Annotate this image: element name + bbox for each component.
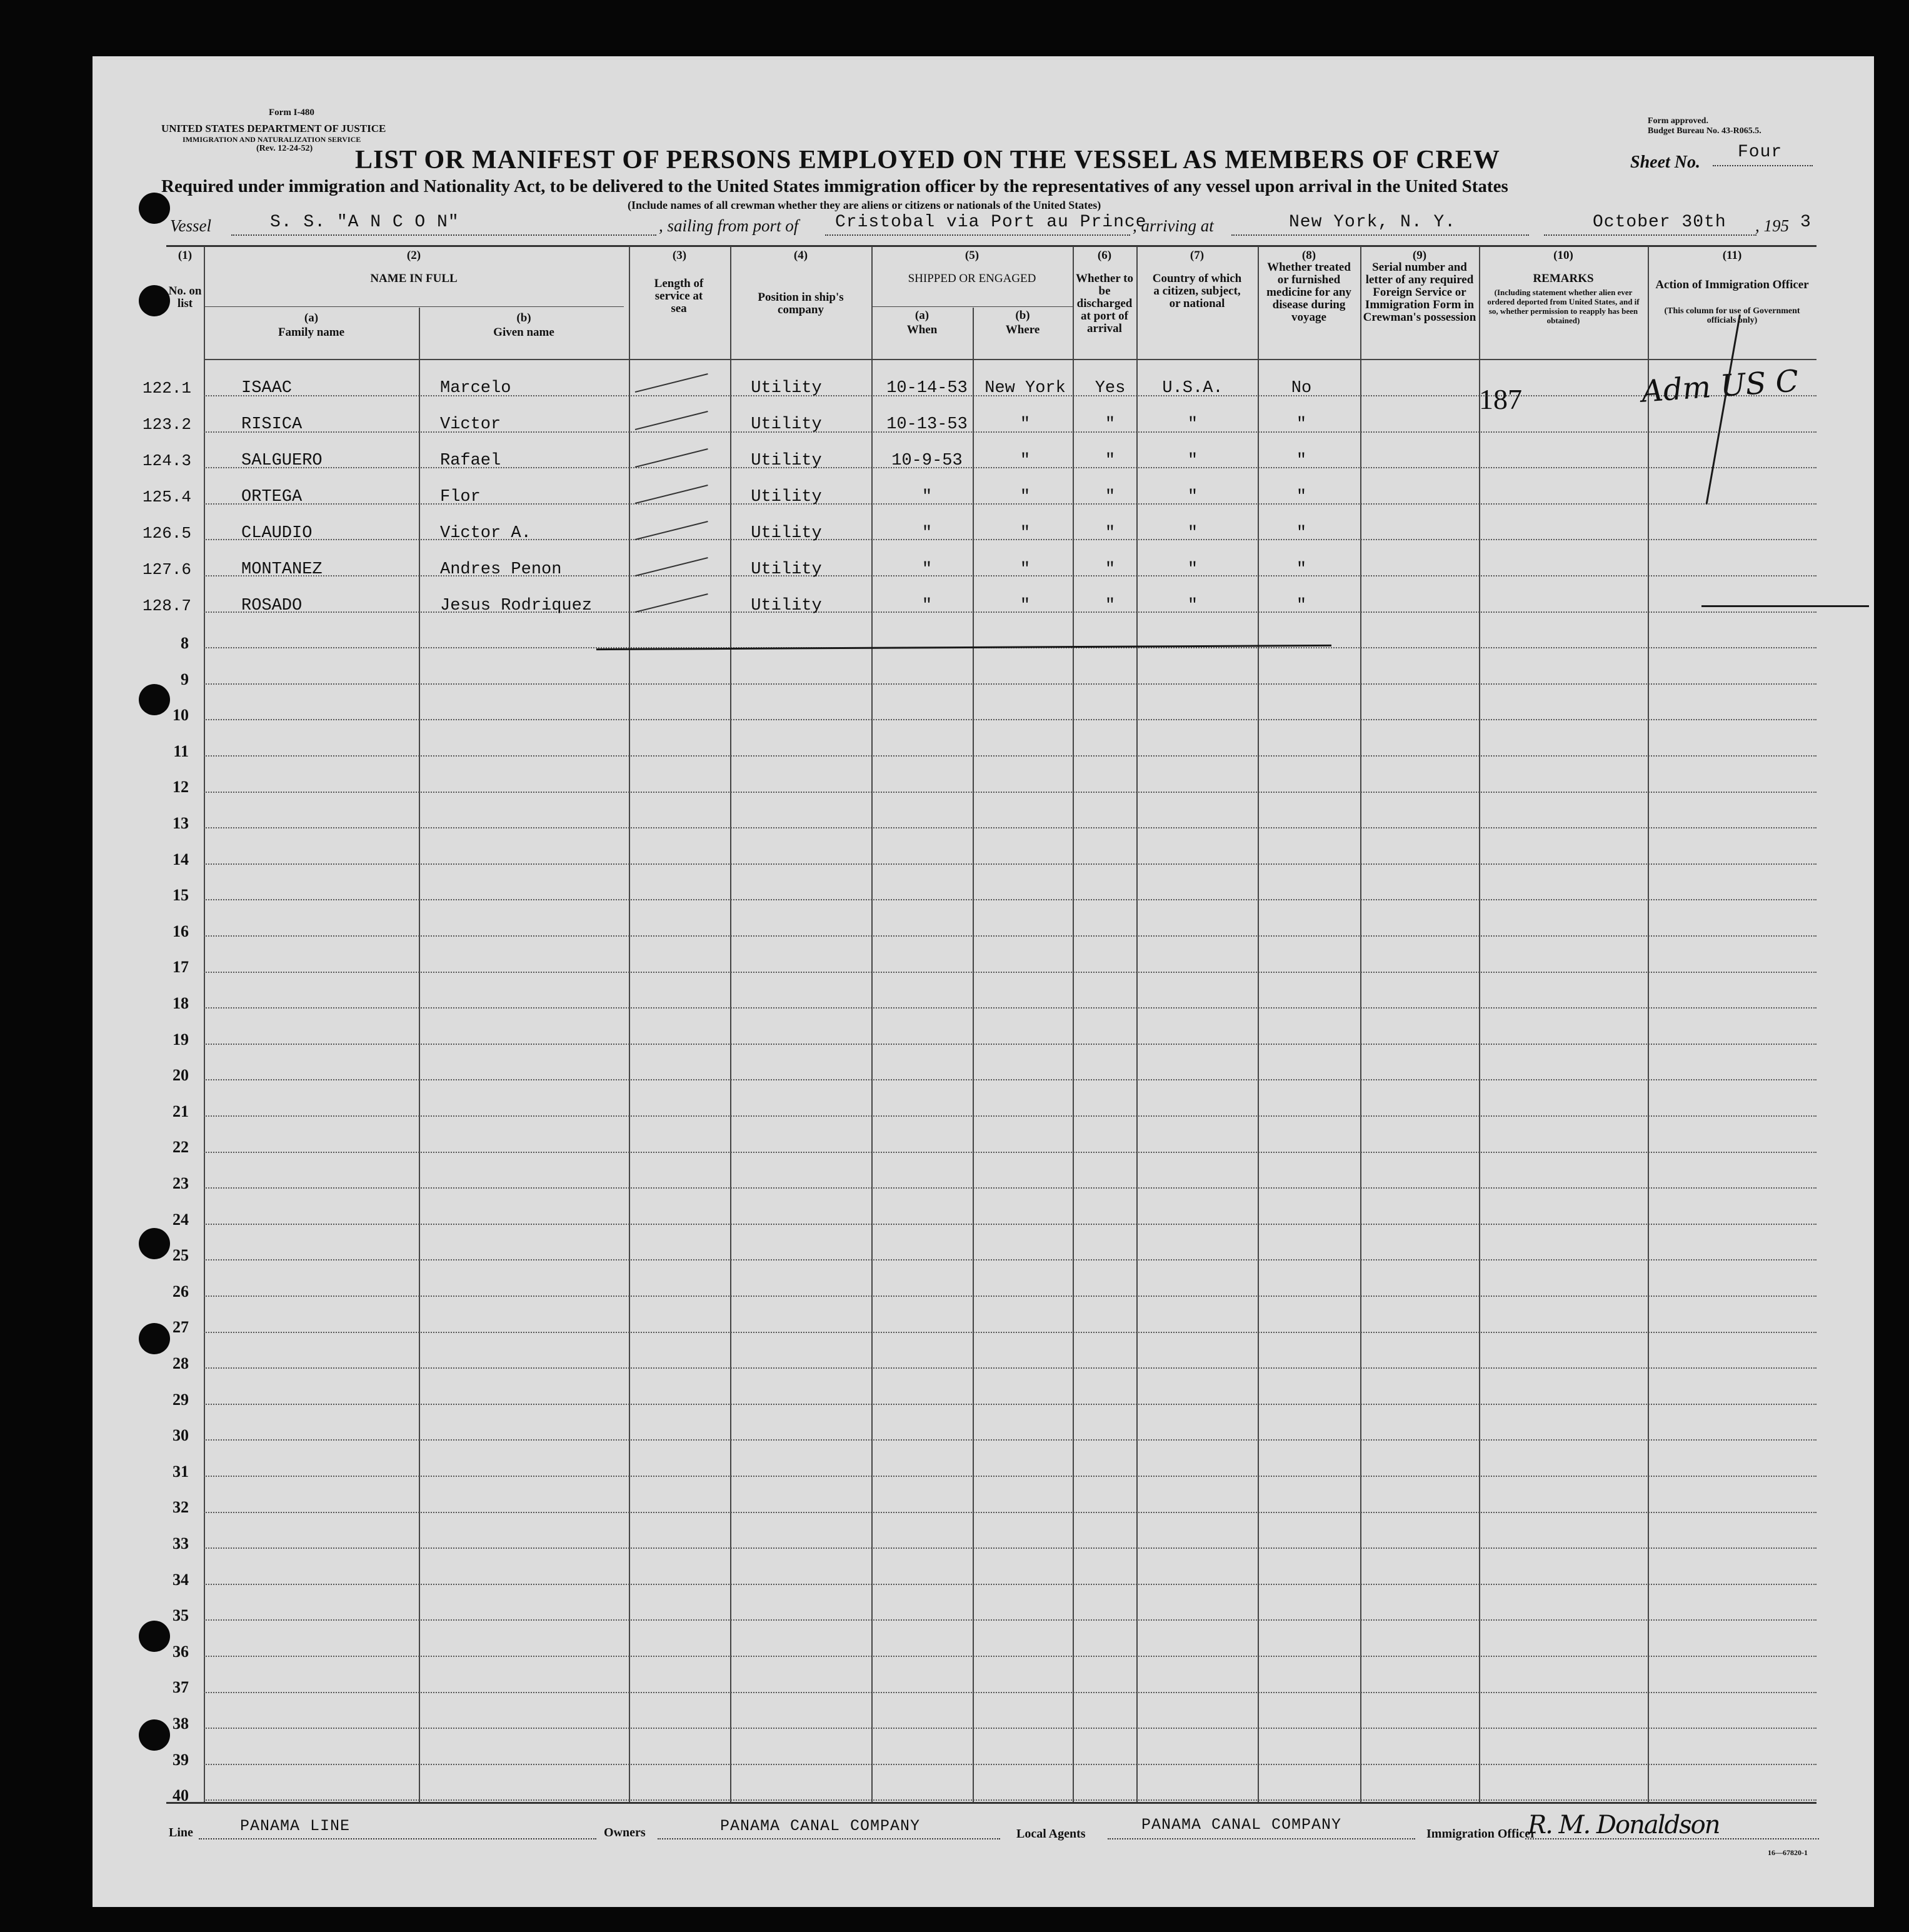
budget-bureau: Budget Bureau No. 43-R065.5. bbox=[1648, 126, 1761, 136]
row-number: 9 bbox=[181, 670, 189, 688]
list-number: 124.3 bbox=[142, 451, 191, 470]
row-rule bbox=[204, 1512, 1816, 1513]
row-number: 39 bbox=[173, 1751, 189, 1769]
row-rule bbox=[204, 1439, 1816, 1441]
shipped-when: 10-14-53 bbox=[886, 379, 968, 398]
country: " bbox=[1187, 451, 1198, 470]
row-number: 18 bbox=[173, 994, 189, 1012]
family-name: MONTANEZ bbox=[241, 560, 323, 579]
remarks-number: 187 bbox=[1479, 383, 1522, 415]
row-number: 33 bbox=[173, 1534, 189, 1552]
discharged: Yes bbox=[1095, 379, 1126, 398]
form-revision: (Rev. 12-24-52) bbox=[256, 144, 313, 153]
list-number: 128.7 bbox=[142, 596, 191, 615]
shipped-where: " bbox=[1020, 488, 1031, 506]
col9-header: Serial number and letter of any required Foreign Service or Immigration Form in Crewman's possession bbox=[1363, 261, 1476, 324]
col10-number: (10) bbox=[1553, 249, 1573, 262]
sailing-label: , sailing from port of bbox=[659, 216, 799, 235]
position: Utility bbox=[751, 488, 822, 506]
row-rule bbox=[204, 1259, 1816, 1260]
owners-label: Owners bbox=[604, 1826, 646, 1839]
medicine: " bbox=[1296, 488, 1307, 506]
row-number: 15 bbox=[173, 886, 189, 904]
form-code: 16—67820-1 bbox=[1768, 1848, 1808, 1857]
row-number: 32 bbox=[173, 1498, 189, 1516]
given-name: Andres Penon bbox=[440, 560, 562, 579]
row-rule bbox=[204, 1115, 1816, 1117]
col2b-number: (b) bbox=[516, 311, 531, 325]
line-value: PANAMA LINE bbox=[240, 1817, 351, 1835]
family-name: RISICA bbox=[241, 415, 303, 434]
shipped-where: " bbox=[1020, 560, 1031, 579]
col5b-header: Where bbox=[1005, 323, 1040, 336]
col5-number: (5) bbox=[965, 249, 980, 262]
row-rule bbox=[204, 792, 1816, 793]
row-number: 35 bbox=[173, 1606, 189, 1624]
medicine: " bbox=[1296, 415, 1307, 434]
arriving-port: New York, N. Y. bbox=[1289, 213, 1456, 232]
col2a-number: (a) bbox=[304, 311, 319, 325]
year-suffix: 3 bbox=[1800, 213, 1811, 232]
discharged: " bbox=[1105, 451, 1116, 470]
given-name: Rafael bbox=[440, 451, 501, 470]
row-number: 27 bbox=[173, 1318, 189, 1336]
row-number: 34 bbox=[173, 1571, 189, 1589]
row-rule bbox=[204, 972, 1816, 973]
shipped-when: " bbox=[921, 560, 933, 579]
row-number: 12 bbox=[173, 778, 189, 796]
position: Utility bbox=[751, 524, 822, 543]
row-rule bbox=[204, 1044, 1816, 1045]
row-rule bbox=[204, 1764, 1816, 1765]
column-divider bbox=[419, 308, 420, 1802]
col11-number: (11) bbox=[1722, 249, 1742, 262]
row-rule bbox=[204, 719, 1816, 720]
row-number: 30 bbox=[173, 1426, 189, 1444]
row-rule bbox=[204, 1332, 1816, 1333]
table-bottom-border bbox=[166, 1802, 1816, 1804]
row-rule bbox=[204, 1584, 1816, 1585]
col5a-number: (a) bbox=[914, 309, 929, 322]
row-number: 14 bbox=[173, 850, 189, 868]
row-rule bbox=[204, 899, 1816, 900]
col5a-header: When bbox=[906, 323, 938, 336]
date-underline bbox=[1544, 234, 1756, 236]
officer-underline bbox=[1525, 1838, 1819, 1839]
col2b-header: Given name bbox=[493, 326, 554, 339]
discharged: " bbox=[1105, 415, 1116, 434]
col3-header: Length of service at sea bbox=[654, 277, 704, 315]
col7-header: Country of which a citizen, subject, or national bbox=[1152, 272, 1242, 310]
binder-hole bbox=[139, 285, 170, 316]
arrival-date: October 30th bbox=[1593, 213, 1726, 232]
family-name: CLAUDIO bbox=[241, 524, 313, 543]
row-number: 8 bbox=[181, 634, 189, 652]
year-prefix: , 195 bbox=[1755, 216, 1789, 235]
column-divider bbox=[1360, 246, 1361, 1802]
row-number: 31 bbox=[173, 1462, 189, 1481]
row-number: 29 bbox=[173, 1391, 189, 1409]
shipped-where: " bbox=[1020, 451, 1031, 470]
officer-signature: R. M. Donaldson bbox=[1528, 1811, 1720, 1839]
row-rule bbox=[204, 1799, 1816, 1801]
column-divider bbox=[1648, 246, 1649, 1802]
col4-number: (4) bbox=[793, 249, 808, 262]
row-rule bbox=[204, 1007, 1816, 1009]
row-number: 28 bbox=[173, 1354, 189, 1372]
table-top-border bbox=[166, 245, 1816, 247]
col6-number: (6) bbox=[1097, 249, 1112, 262]
sheet-number-value: Four bbox=[1738, 143, 1783, 162]
row-number: 22 bbox=[173, 1138, 189, 1156]
col10-header: REMARKS bbox=[1533, 272, 1594, 285]
row-number: 37 bbox=[173, 1678, 189, 1696]
row-number: 20 bbox=[173, 1066, 189, 1084]
include-note: (Include names of all crewman whether they are aliens or citizens or nationals of the United States) bbox=[628, 199, 1101, 211]
discharged: " bbox=[1105, 488, 1116, 506]
shipped-when: 10-9-53 bbox=[891, 451, 963, 470]
row-rule bbox=[204, 1692, 1816, 1693]
col8-number: (8) bbox=[1301, 249, 1316, 262]
col4-header: Position in ship's company bbox=[758, 291, 844, 316]
row-rule bbox=[204, 1187, 1816, 1189]
row-number: 17 bbox=[173, 958, 189, 976]
shipped-when: " bbox=[921, 524, 933, 543]
shipped-where: New York bbox=[985, 379, 1066, 398]
column-divider bbox=[1479, 246, 1480, 1802]
owners-value: PANAMA CANAL COMPANY bbox=[720, 1817, 921, 1835]
medicine: " bbox=[1296, 560, 1307, 579]
given-name: Flor bbox=[440, 488, 481, 506]
agents-label: Local Agents bbox=[1016, 1827, 1086, 1841]
row-rule bbox=[204, 1224, 1816, 1225]
country: " bbox=[1187, 415, 1198, 434]
row-number: 40 bbox=[173, 1786, 189, 1804]
given-name: Victor A. bbox=[440, 524, 531, 543]
sheet-number-label: Sheet No. bbox=[1630, 153, 1700, 172]
row-rule bbox=[204, 683, 1816, 685]
row-rule bbox=[204, 1296, 1816, 1297]
sheet-number-line bbox=[1713, 165, 1813, 166]
row-number: 16 bbox=[173, 922, 189, 940]
col1-number: (1) bbox=[178, 249, 193, 262]
row-rule bbox=[204, 1476, 1816, 1477]
sailing-port: Cristobal via Port au Prince bbox=[835, 213, 1147, 232]
discharged: " bbox=[1105, 524, 1116, 543]
arriving-underline bbox=[1231, 234, 1529, 236]
row-number: 13 bbox=[173, 814, 189, 832]
given-name: Marcelo bbox=[440, 379, 511, 398]
owners-underline bbox=[658, 1838, 1000, 1839]
position: Utility bbox=[751, 415, 822, 434]
col8-header: Whether treated or furnished medicine for any disease during voyage bbox=[1266, 261, 1351, 324]
discharged: " bbox=[1105, 596, 1116, 615]
medicine: " bbox=[1296, 524, 1307, 543]
header-bottom-line bbox=[204, 359, 1816, 360]
officer-action-underline bbox=[1701, 605, 1869, 607]
column-divider bbox=[1136, 246, 1138, 1802]
row-rule bbox=[204, 1728, 1816, 1729]
col7-number: (7) bbox=[1190, 249, 1205, 262]
vessel-underline bbox=[231, 234, 656, 236]
shipped-where: " bbox=[1020, 524, 1031, 543]
family-name: ISAAC bbox=[241, 379, 293, 398]
row-number: 36 bbox=[173, 1643, 189, 1661]
row-number: 10 bbox=[173, 706, 189, 724]
country: " bbox=[1187, 488, 1198, 506]
row-number: 24 bbox=[173, 1210, 189, 1229]
list-number: 122.1 bbox=[142, 379, 191, 398]
row-number: 21 bbox=[173, 1102, 189, 1120]
col6-header: Whether to be discharged at port of arrival bbox=[1076, 272, 1133, 335]
column-divider bbox=[204, 246, 205, 1802]
position: Utility bbox=[751, 596, 822, 615]
department-name: UNITED STATES DEPARTMENT OF JUSTICE bbox=[161, 123, 386, 134]
shipped-when: 10-13-53 bbox=[886, 415, 968, 434]
col10-subheader: (Including statement whether alien ever ordered deported from United States, and if so, whether permission to reapply has been obtained) bbox=[1487, 288, 1640, 325]
officer-label: Immigration Officer bbox=[1426, 1827, 1536, 1841]
line-label: Line bbox=[169, 1826, 193, 1839]
form-number: Form I-480 bbox=[269, 108, 314, 118]
column-divider bbox=[1258, 246, 1259, 1802]
country: " bbox=[1187, 596, 1198, 615]
vessel-label: Vessel bbox=[170, 216, 211, 235]
column-divider bbox=[1073, 246, 1074, 1802]
row-rule bbox=[204, 1404, 1816, 1405]
row-number: 26 bbox=[173, 1282, 189, 1301]
arriving-label: , arriving at bbox=[1133, 216, 1214, 235]
row-number: 19 bbox=[173, 1030, 189, 1049]
subtitle: Required under immigration and Nationality Act, to be delivered to the United States immigration officer by the representatives of any vessel upon arrival in the United States bbox=[161, 176, 1508, 196]
row-number: 25 bbox=[173, 1246, 189, 1264]
row-number: 38 bbox=[173, 1714, 189, 1733]
line-underline bbox=[199, 1838, 596, 1839]
country: " bbox=[1187, 524, 1198, 543]
family-name: ORTEGA bbox=[241, 488, 303, 506]
row-rule bbox=[204, 1367, 1816, 1369]
given-name: Jesus Rodriquez bbox=[440, 596, 593, 615]
agents-value: PANAMA CANAL COMPANY bbox=[1141, 1816, 1342, 1834]
col2-header: NAME IN FULL bbox=[370, 272, 458, 285]
position: Utility bbox=[751, 451, 822, 470]
discharged: " bbox=[1105, 560, 1116, 579]
name-subheader-line bbox=[204, 306, 624, 307]
col5-header: SHIPPED OR ENGAGED bbox=[908, 272, 1036, 285]
col1-header: No. on list bbox=[168, 284, 202, 310]
shipped-where: " bbox=[1020, 596, 1031, 615]
list-number: 126.5 bbox=[142, 524, 191, 543]
row-rule bbox=[204, 755, 1816, 757]
family-name: SALGUERO bbox=[241, 451, 323, 470]
list-number: 123.2 bbox=[142, 415, 191, 434]
row-rule bbox=[204, 1619, 1816, 1621]
col3-number: (3) bbox=[672, 249, 687, 262]
col9-number: (9) bbox=[1412, 249, 1427, 262]
row-rule bbox=[204, 1547, 1816, 1549]
col11-header: Action of Immigration Officer bbox=[1655, 278, 1809, 291]
row-rule bbox=[204, 1152, 1816, 1153]
col2-number: (2) bbox=[406, 249, 421, 262]
shipped-when: " bbox=[921, 488, 933, 506]
country: " bbox=[1187, 560, 1198, 579]
officer-action-handwriting: Adm US C bbox=[1640, 363, 1800, 410]
vessel-name: S. S. "A N C O N" bbox=[270, 213, 459, 232]
row-rule bbox=[204, 827, 1816, 828]
family-name: ROSADO bbox=[241, 596, 303, 615]
row-number: 23 bbox=[173, 1174, 189, 1192]
col11-subheader: (This column for use of Government officials only) bbox=[1664, 306, 1800, 325]
given-name: Victor bbox=[440, 415, 501, 434]
shipped-when: " bbox=[921, 596, 933, 615]
country: U.S.A. bbox=[1162, 379, 1223, 398]
list-number: 125.4 bbox=[142, 488, 191, 506]
medicine: " bbox=[1296, 596, 1307, 615]
medicine: No bbox=[1291, 379, 1312, 398]
form-approved: Form approved. bbox=[1648, 116, 1708, 126]
shipped-subheader-line bbox=[871, 306, 1073, 307]
shipped-where: " bbox=[1020, 415, 1031, 434]
column-divider bbox=[629, 246, 630, 1802]
page-title: LIST OR MANIFEST OF PERSONS EMPLOYED ON THE VESSEL AS MEMBERS OF CREW bbox=[355, 146, 1500, 174]
sailing-underline bbox=[825, 234, 1130, 236]
row-number: 11 bbox=[173, 742, 189, 760]
row-rule bbox=[204, 1656, 1816, 1657]
agents-underline bbox=[1108, 1838, 1415, 1839]
row-rule bbox=[204, 863, 1816, 865]
binder-hole bbox=[139, 193, 170, 224]
list-number: 127.6 bbox=[142, 560, 191, 579]
medicine: " bbox=[1296, 451, 1307, 470]
position: Utility bbox=[751, 560, 822, 579]
service-name: IMMIGRATION AND NATURALIZATION SERVICE bbox=[183, 135, 361, 144]
col5b-number: (b) bbox=[1015, 309, 1030, 322]
column-divider bbox=[871, 246, 873, 1802]
row-rule bbox=[204, 1079, 1816, 1080]
position: Utility bbox=[751, 379, 822, 398]
col2a-header: Family name bbox=[278, 326, 345, 339]
column-divider bbox=[730, 246, 731, 1802]
row-rule bbox=[204, 935, 1816, 937]
